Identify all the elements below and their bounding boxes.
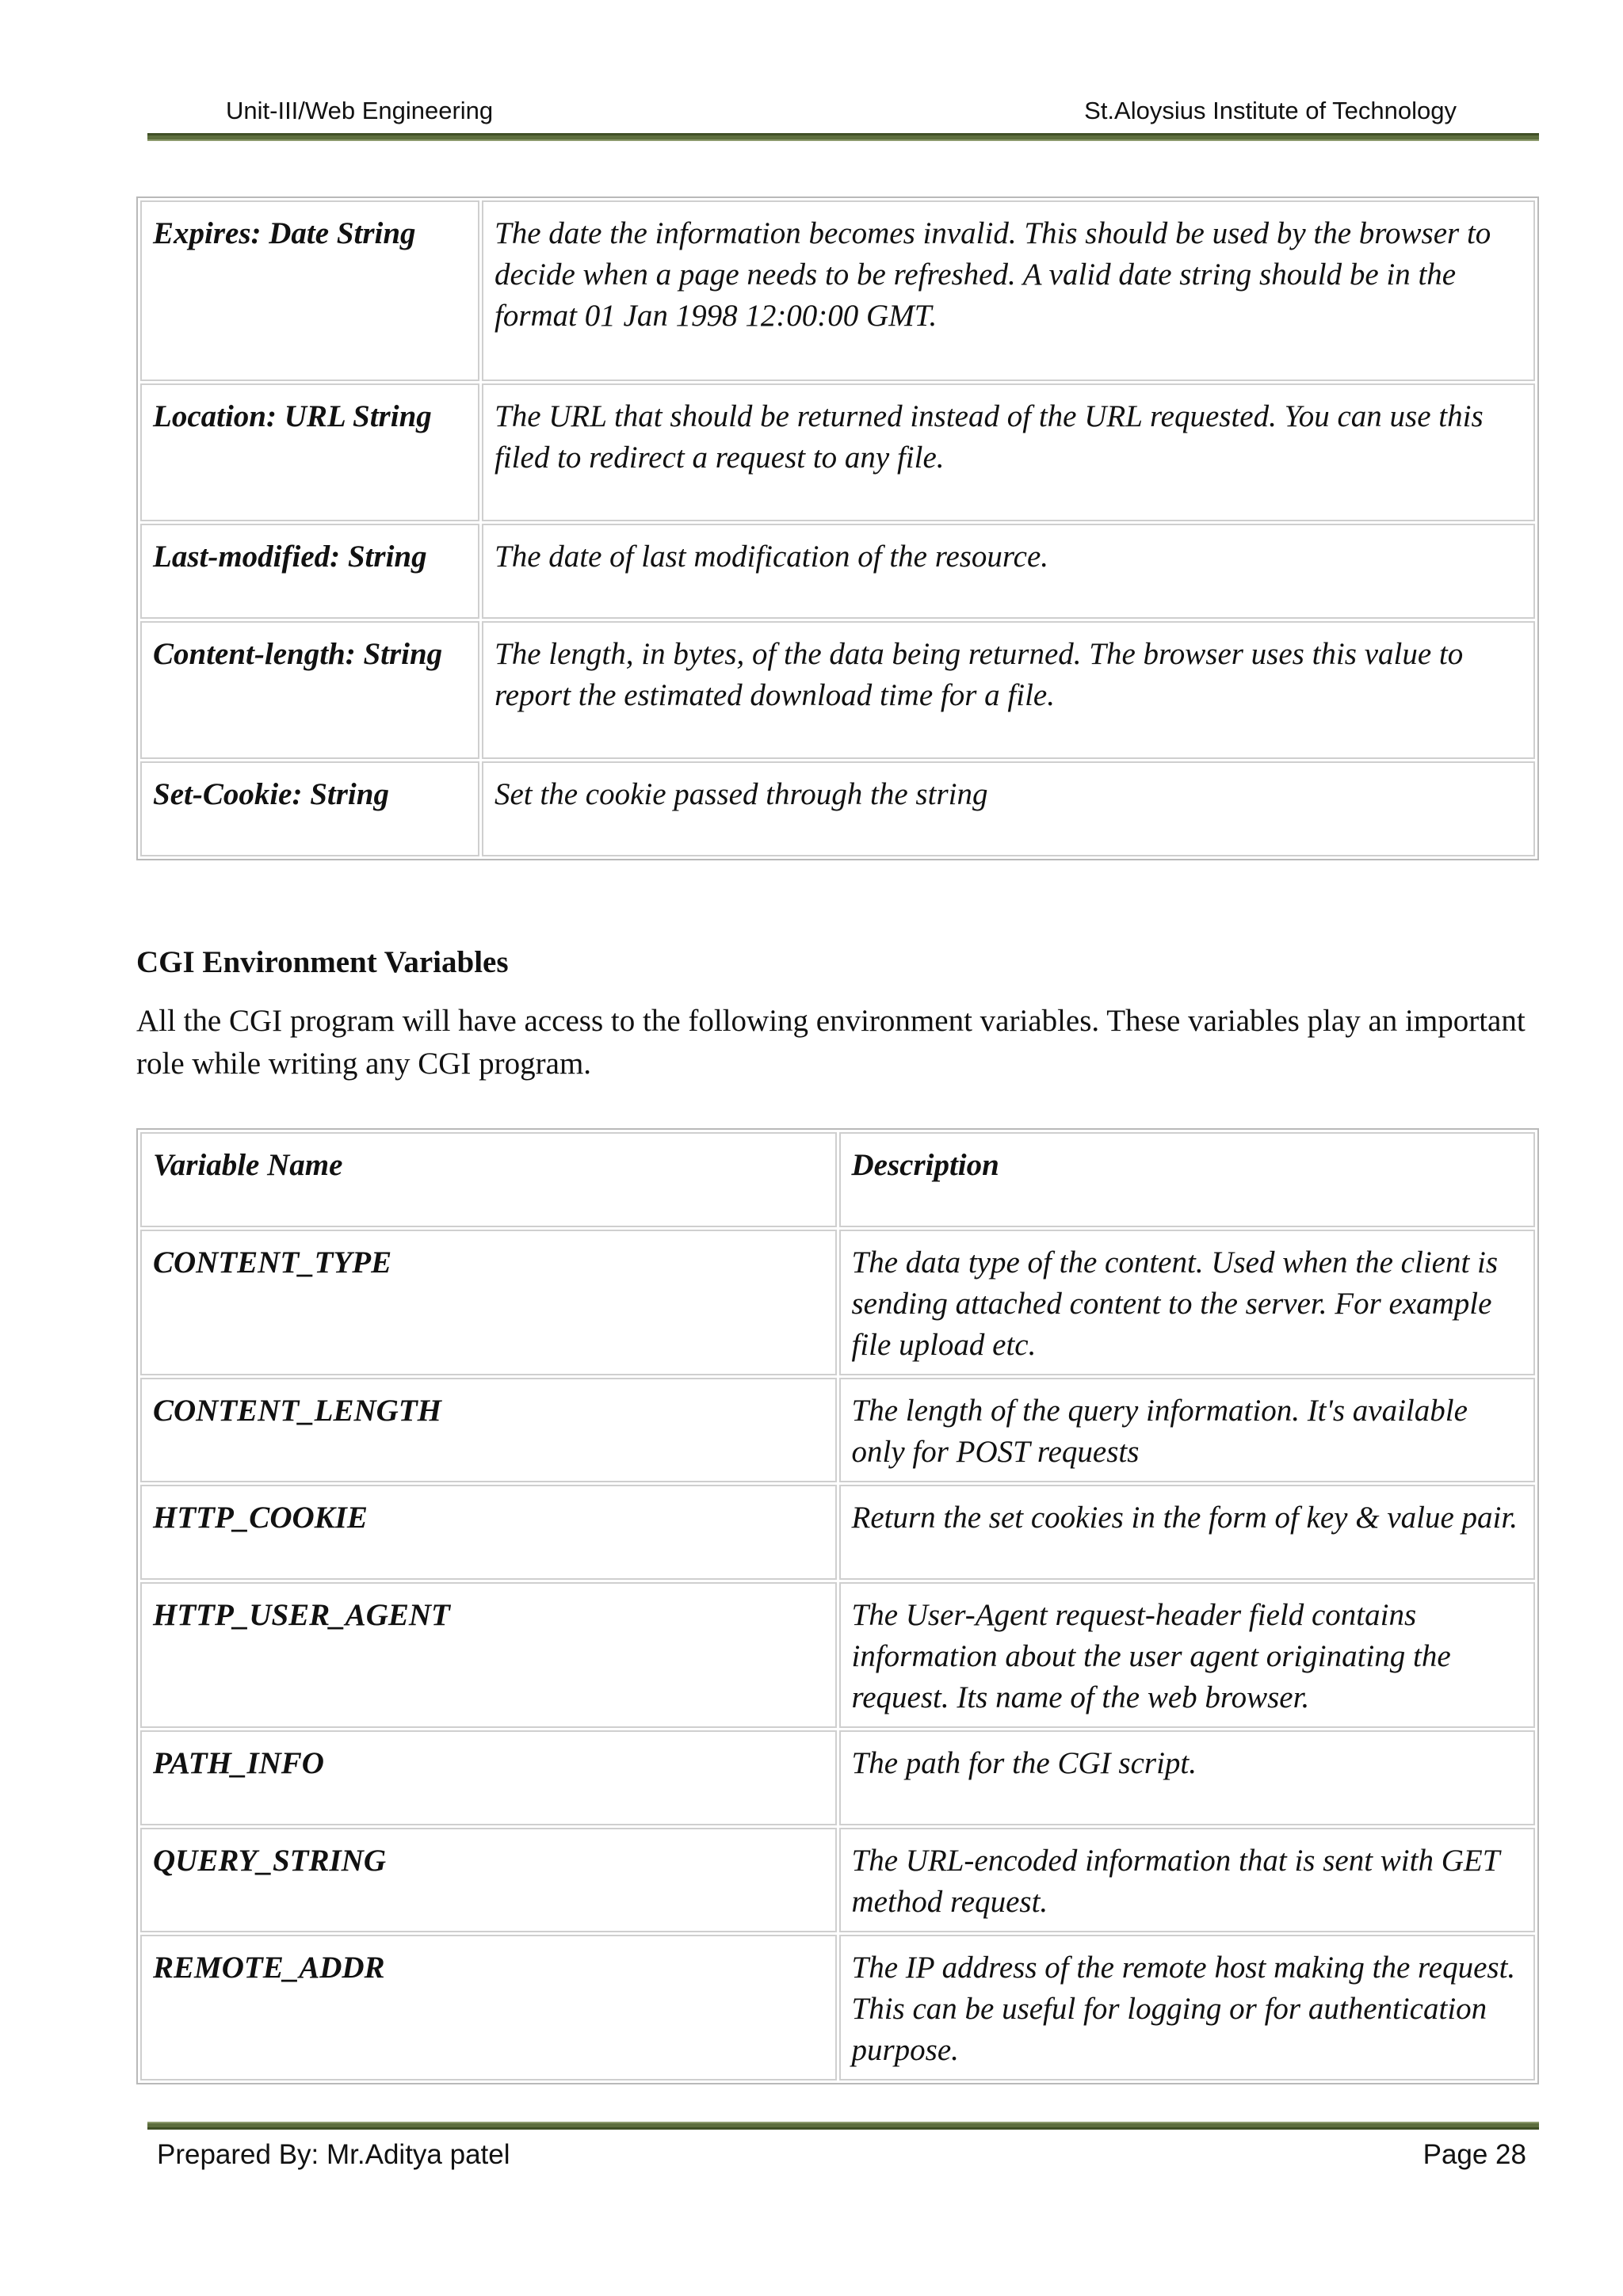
table-row	[140, 1935, 1535, 2081]
table-row	[140, 383, 1535, 521]
section-title: CGI Environment Variables	[136, 945, 509, 979]
header-field-description: The length, in bytes, of the data being returned. The browser uses this value to report the estimated download time for a file.	[482, 621, 1535, 759]
header-field-name: Last-modified: String	[140, 524, 479, 619]
variable-name: CONTENT_LENGTH	[140, 1378, 837, 1482]
header-field-name: Set-Cookie: String	[140, 761, 479, 856]
variable-description: The URL-encoded information that is sent with GET method request.	[839, 1828, 1536, 1932]
table-row	[140, 1378, 1535, 1482]
header-field-name: Content-length: String	[140, 621, 479, 759]
cgi-environment-variables-table	[136, 1128, 1539, 2084]
header-field-name: Expires: Date String	[140, 200, 479, 381]
variable-name: PATH_INFO	[140, 1730, 837, 1825]
variable-description: The data type of the content. Used when the client is sending attached content to the server. For example file upload etc.	[839, 1230, 1536, 1375]
header-field-description: The URL that should be returned instead of the URL requested. You can use this filed to redirect a request to any file.	[482, 383, 1535, 521]
variable-name: HTTP_USER_AGENT	[140, 1582, 837, 1728]
column-header-description: Description	[839, 1132, 1536, 1227]
header-field-description: The date of last modification of the resource.	[482, 524, 1535, 619]
variable-name: CONTENT_TYPE	[140, 1230, 837, 1375]
footer-page-number: Page 28	[1423, 2139, 1526, 2170]
table-row	[140, 524, 1535, 619]
table-row	[140, 1828, 1535, 1932]
table-row	[140, 200, 1535, 381]
table-row	[140, 1485, 1535, 1580]
header-institute-name: St.Aloysius Institute of Technology	[1084, 97, 1457, 124]
variable-description: The User-Agent request-header field contains information about the user agent originating the request. Its name of the web browser.	[839, 1582, 1536, 1728]
http-headers-table	[136, 196, 1539, 860]
variable-description: Return the set cookies in the form of key & value pair.	[839, 1485, 1536, 1580]
variable-name: REMOTE_ADDR	[140, 1935, 837, 2081]
footer-author: Prepared By: Mr.Aditya patel	[157, 2139, 510, 2170]
table-row	[140, 1730, 1535, 1825]
variable-description: The IP address of the remote host making the request. This can be useful for logging or for authentication purpose.	[839, 1935, 1536, 2081]
table-row	[140, 621, 1535, 759]
header-unit-title: Unit-III/Web Engineering	[226, 97, 494, 124]
section-intro-paragraph: All the CGI program will have access to the following environment variables. These variables play an important role while writing any CGI program.	[136, 1004, 1526, 1081]
table-header-row	[140, 1132, 1535, 1227]
header-field-name: Location: URL String	[140, 383, 479, 521]
table-row	[140, 761, 1535, 856]
variable-name: HTTP_COOKIE	[140, 1485, 837, 1580]
variable-description: The path for the CGI script.	[839, 1730, 1536, 1825]
header-rule	[147, 133, 1539, 141]
table-row	[140, 1582, 1535, 1728]
header-field-description: Set the cookie passed through the string	[482, 761, 1535, 856]
variable-name: QUERY_STRING	[140, 1828, 837, 1932]
column-header-variable-name: Variable Name	[140, 1132, 837, 1227]
table-row	[140, 1230, 1535, 1375]
variable-description: The length of the query information. It's available only for POST requests	[839, 1378, 1536, 1482]
header-field-description: The date the information becomes invalid. This should be used by the browser to decide when a page needs to be refreshed. A valid date string should be in the format 01 Jan 1998 12:00:00 GMT.	[482, 200, 1535, 381]
footer-rule	[147, 2122, 1539, 2130]
